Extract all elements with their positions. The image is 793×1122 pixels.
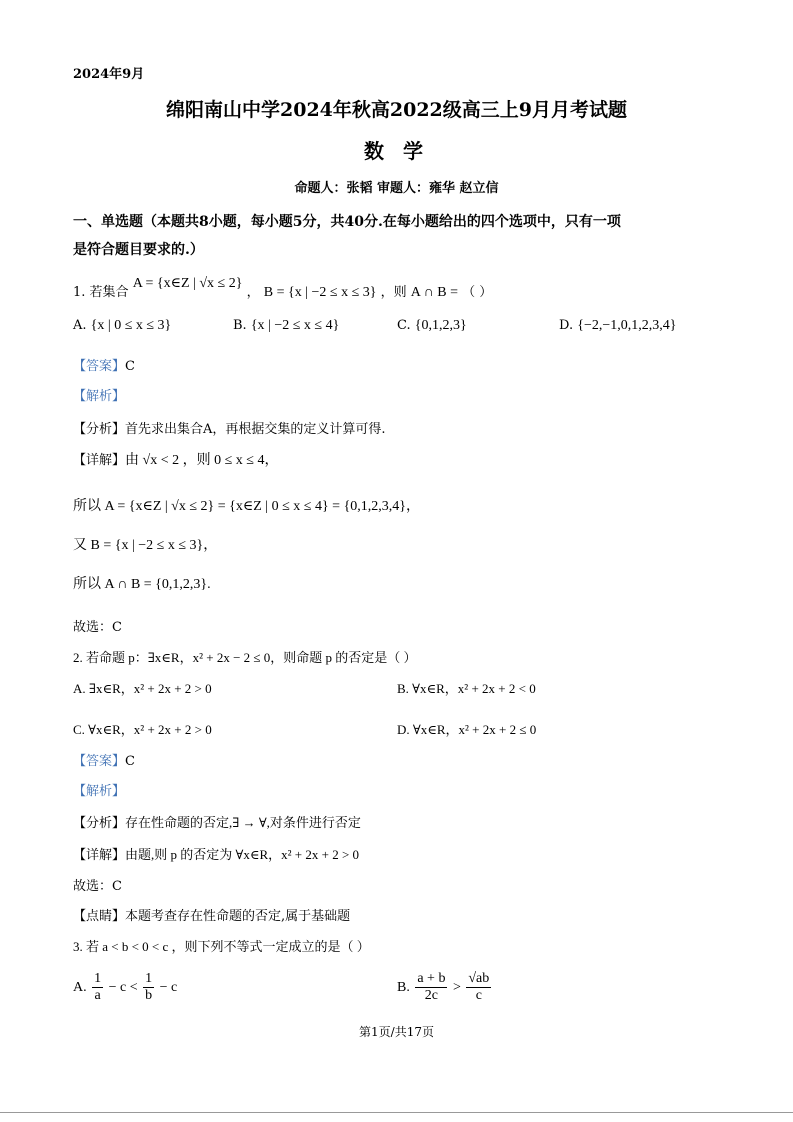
q1-option-c-text: {0,1,2,3} [414, 318, 467, 333]
section1-heading-line2: 是符合题目要求的.） [73, 242, 204, 258]
q1-option-d-label: D. [559, 318, 574, 333]
q1-option-a [73, 317, 171, 335]
q1-option-c-label: C. [397, 318, 411, 333]
subject-title: 数 学 [364, 139, 429, 163]
q3-option-b [397, 971, 493, 1005]
q1-xiangjie-text: 由 √x < 2 ，则 0 ≤ x ≤ 4， [125, 453, 279, 468]
q2-xiangjie-text: 由题,则 p 的否定为 ∀x∈R，x² + 2x + 2 > 0 [125, 847, 360, 862]
q1-set-a: A = {x∈Z | √x ≤ 2} [132, 276, 243, 291]
q1-blank: （ ） [462, 285, 493, 300]
q1-fenxi [73, 421, 386, 439]
q3-option-b-frac1 [415, 971, 447, 1004]
q1-option-d [559, 317, 676, 335]
q1-sep: ， [246, 285, 260, 300]
q2-option-d-text: ∀x∈R，x² + 2x + 2 ≤ 0 [412, 722, 537, 737]
q2-fenxi-text: 存在性命题的否定,∃ → ∀,对条件进行否定 [125, 815, 361, 830]
q2-option-b [397, 680, 536, 698]
q1-xiangjie-tag: 【详解】 [73, 453, 126, 468]
q2-option-c-label: C. [73, 722, 85, 737]
q3-option-a-frac1-num: 1 [94, 971, 102, 987]
exam-date: 2024年9月 [73, 67, 145, 82]
q1-answer [73, 358, 135, 376]
q1-step-c: 所以 A ∩ B = {0,1,2,3}. [73, 577, 211, 592]
q1-option-a-text: {x | 0 ≤ x ≤ 3} [90, 318, 172, 333]
q2-analysis-tag: 【解析】 [73, 784, 126, 799]
q1-analysis-tag: 【解析】 [73, 389, 126, 404]
q2-option-a-label: A. [73, 681, 86, 696]
q2-option-d-label: D. [397, 722, 410, 737]
q2-stem: 2. 若命题 p：∃x∈R，x² + 2x − 2 ≤ 0，则命题 p 的否定是（ ） [73, 650, 417, 665]
q3-option-a [73, 971, 177, 1005]
authors-line: 命题人：张韬 审题人：雍华 赵立信 [294, 181, 499, 196]
q3-option-b-frac2-den: c [475, 988, 482, 1004]
q1-stem [73, 276, 493, 302]
q1-expr: A ∩ B = [410, 285, 458, 300]
q1-stem-prefix: 1. 若集合 [73, 285, 129, 300]
q3-option-a-frac1 [92, 971, 103, 1004]
q1-option-d-text: {−2,−1,0,1,2,3,4} [577, 318, 677, 333]
bottom-divider [0, 1112, 793, 1113]
q2-xiangjie-tag: 【详解】 [73, 848, 126, 863]
q2-answer-tag: 【答案】 [73, 754, 126, 769]
q3-option-b-frac2 [466, 971, 491, 1004]
q2-fenxi-tag: 【分析】 [73, 816, 126, 831]
q1-option-b [233, 317, 339, 335]
q1-stem-suffix: ，则 [380, 285, 407, 300]
q2-dianjing [73, 908, 350, 926]
q3-stem: 3. 若 a < b < 0 < c ，则下列不等式一定成立的是（ ） [73, 939, 370, 954]
q3-option-a-label: A. [73, 980, 87, 995]
section1-heading-line1: 一、单选题（本题共8小题，每小题5分，共40分.在每小题给出的四个选项中，只有一项 [73, 214, 621, 230]
q2-option-b-text: ∀x∈R，x² + 2x + 2 < 0 [412, 681, 536, 696]
q3-option-b-mid: > [452, 980, 461, 995]
q3-option-b-frac1-den: 2c [424, 988, 438, 1004]
q1-set-b: B = {x | −2 ≤ x ≤ 3} [263, 285, 377, 300]
q2-option-a [73, 680, 212, 698]
q3-option-b-frac1-num: a + b [417, 971, 446, 987]
q2-choose: 故选：C [73, 879, 122, 894]
q2-fenxi [73, 814, 361, 833]
q1-option-b-text: {x | −2 ≤ x ≤ 4} [250, 318, 340, 333]
q3-option-a-end: − c [159, 980, 178, 995]
q1-step-b: 又 B = {x | −2 ≤ x ≤ 3}， [73, 538, 218, 553]
q2-dianjing-tag: 【点睛】 [73, 909, 126, 924]
q1-answer-value: C [125, 359, 135, 374]
page-number: 第1页/共17页 [359, 1025, 434, 1039]
q2-option-a-text: ∃x∈R，x² + 2x + 2 > 0 [88, 681, 212, 696]
q2-option-d [397, 721, 536, 739]
q3-option-a-frac2 [143, 971, 154, 1004]
q3-option-b-frac2-num: √ab [468, 971, 490, 987]
q3-option-a-frac1-den: a [94, 988, 101, 1004]
exam-title: 绵阳南山中学2024年秋高2022级高三上9月月考试题 [166, 99, 627, 121]
q1-choose: 故选：C [73, 620, 122, 635]
q1-fenxi-tag: 【分析】 [73, 422, 126, 437]
q1-xiangjie [73, 452, 278, 470]
q2-xiangjie [73, 846, 359, 865]
q3-option-a-frac2-den: b [145, 988, 153, 1004]
q2-option-c [73, 721, 212, 739]
q3-option-b-label: B. [397, 980, 410, 995]
q1-answer-tag: 【答案】 [73, 359, 126, 374]
q1-fenxi-text: 首先求出集合A，再根据交集的定义计算可得. [125, 422, 386, 437]
q3-option-a-frac2-num: 1 [145, 971, 153, 987]
q1-option-c [397, 317, 467, 335]
q2-option-b-label: B. [397, 681, 409, 696]
q1-option-b-label: B. [233, 318, 247, 333]
q1-option-a-label: A. [73, 318, 87, 333]
q1-step-a: 所以 A = {x∈Z | √x ≤ 2} = {x∈Z | 0 ≤ x ≤ 4} = {0,1,2,3,4}， [73, 499, 421, 514]
q2-dianjing-text: 本题考查存在性命题的否定,属于基础题 [125, 909, 351, 924]
q2-answer [73, 753, 135, 771]
q2-answer-value: C [125, 754, 135, 769]
q3-option-a-mid: − c < [108, 980, 138, 995]
q2-option-c-text: ∀x∈R，x² + 2x + 2 > 0 [88, 722, 212, 737]
